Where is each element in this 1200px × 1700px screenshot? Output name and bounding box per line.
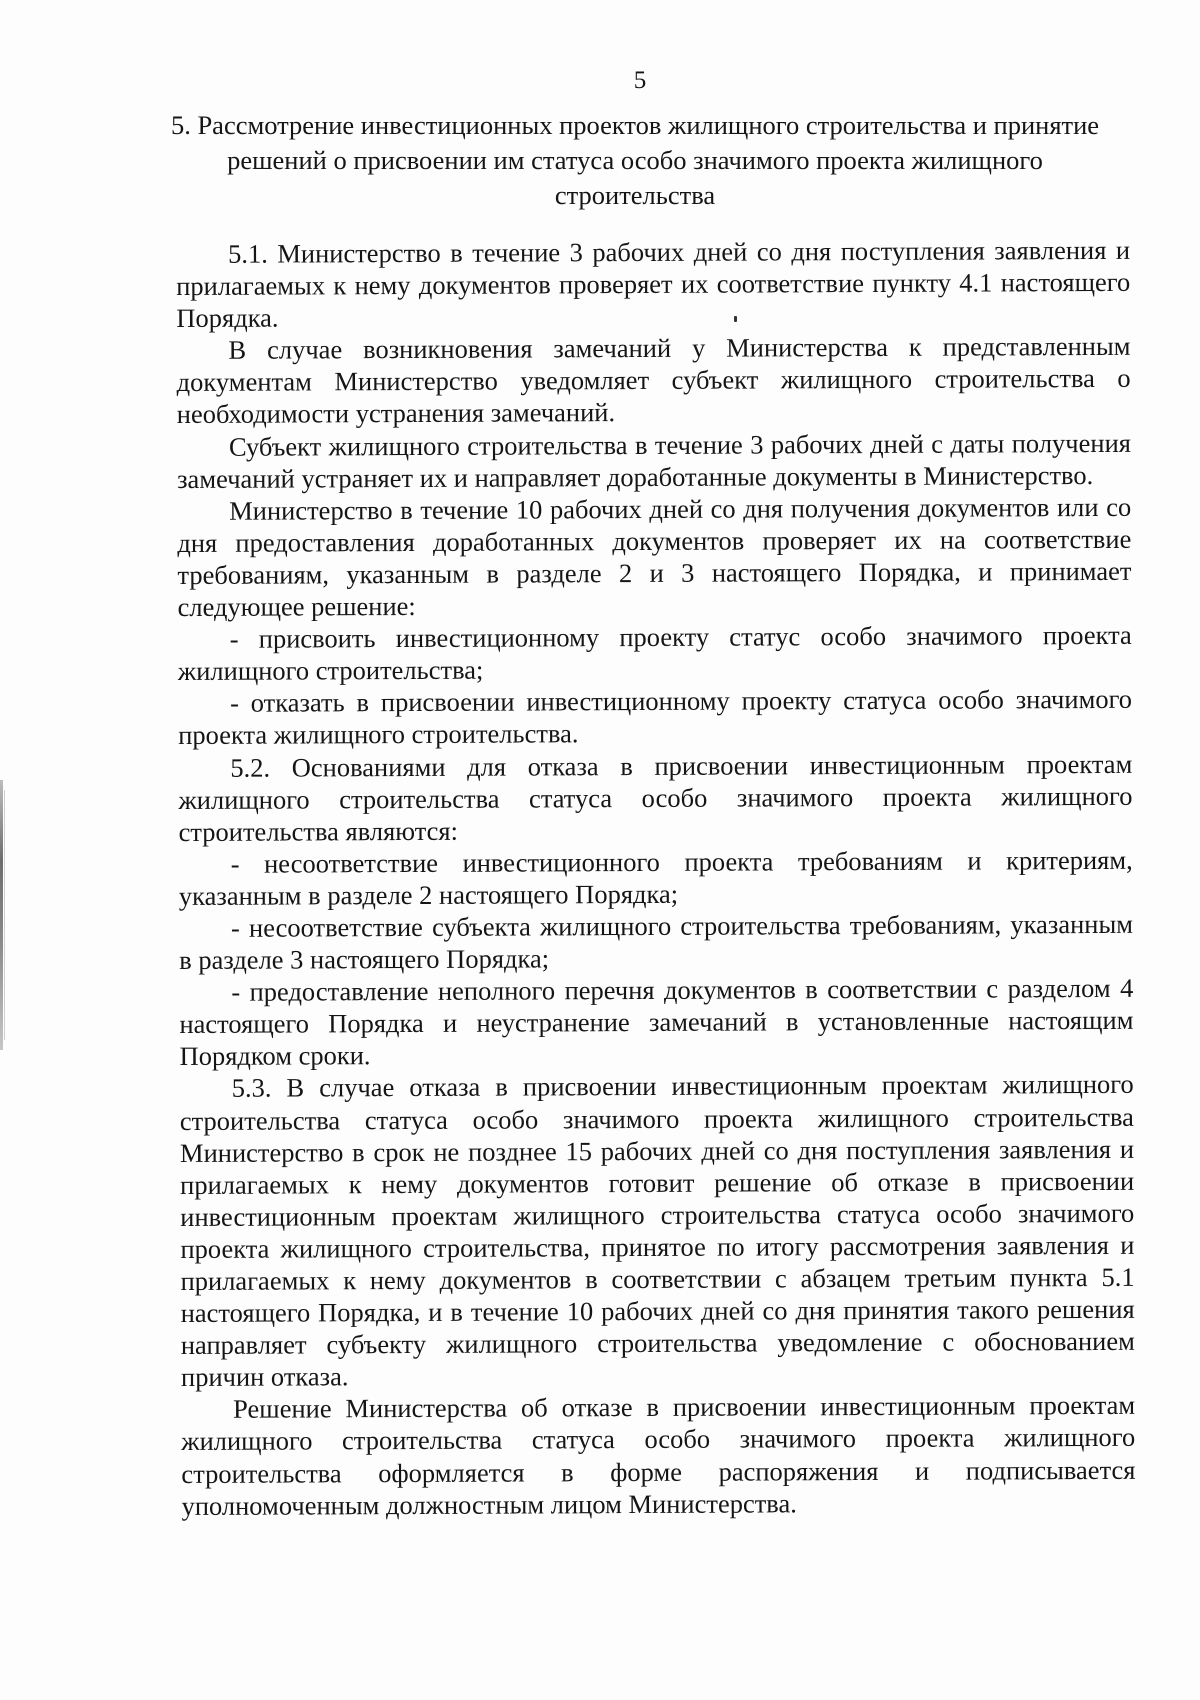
- paragraph: Субъект жилищного строительства в течение 3 рабочих дней с даты получения замечаний устраняет их и направляет доработанные документы в Министерство.: [176, 427, 1131, 494]
- list-item: - несоответствие субъекта жилищного строительства требованиям, указанным в разделе 3 настоящего Порядка;: [179, 908, 1134, 976]
- list-item: - присвоить инвестиционному проекту статус особо значимого проекта жилищного строительства;: [177, 619, 1132, 687]
- paragraph: Министерство в течение 10 рабочих дней со дня получения документов или со дня предоставления доработанных документов проверяет их на соответствие требованиям, указанным в разделе 2 и 3 настоящего Порядка, и принимает следующее решение:: [177, 491, 1132, 623]
- scan-edge-mark: [0, 780, 3, 1050]
- document-body: [176, 234, 1136, 1522]
- paragraph: В случае возникновения замечаний у Министерства к представленным документам Министерство уведомляет субъект жилищного строительства о необходимости устранения замечаний.: [176, 331, 1131, 430]
- list-item: - несоответствие инвестиционного проекта требованиям и критериям, указанным в разделе 2 настоящего Порядка;: [178, 844, 1133, 911]
- page-number: 5: [633, 67, 647, 94]
- paragraph-5-3: 5.3. В случае отказа в присвоении инвестиционным проектам жилищного строительства статуса особо значимого проекта жилищного строительства Министерство в срок не позднее 15 рабочих дней со дня поступления заявления и прилагаемых к нему документов готовит решение об отказе в присвоении инвестиционным проектам жилищного строительства статуса особо значимого проекта жилищного строительства, принятое по итогу рассмотрения заявления и прилагаемых к нему документов в соответствии с абзацем третьим пункта 5.1 настоящего Порядка, и в течение 10 рабочих дней со дня принятия такого решения направляет субъекту жилищного строительства уведомление с обоснованием причин отказа.: [179, 1069, 1135, 1393]
- paragraph-5-2: 5.2. Основаниями для отказа в присвоении инвестиционным проектам жилищного строительства статуса особо значимого проекта жилищного строительства являются:: [178, 748, 1133, 847]
- paragraph: Решение Министерства об отказе в присвоении инвестиционным проектам жилищного строительства статуса особо значимого проекта жилищного строительства оформляется в форме распоряжения и подписывается уполномоченным должностным лицом Министерства.: [181, 1390, 1136, 1521]
- scan-edge-line: [4, 790, 5, 1040]
- paragraph-5-1: 5.1. Министерство в течение 3 рабочих дней со дня поступления заявления и прилагаемых к нему документов проверяет их соответствие пункту 4.1 настоящего Порядка.: [176, 234, 1131, 334]
- list-item: - предоставление неполного перечня документов в соответствии с разделом 4 настоящего Порядка и неустранение замечаний в установленные настоящим Порядком сроки.: [179, 972, 1134, 1072]
- section-title: 5. Рассмотрение инвестиционных проектов жилищного строительства и принятие решений о присвоении им статуса особо значимого проекта жилищного строительства: [170, 110, 1100, 210]
- scan-speck: [734, 316, 737, 322]
- list-item: - отказать в присвоении инвестиционному проекту статуса особо значимого проекта жилищного строительства.: [178, 684, 1133, 751]
